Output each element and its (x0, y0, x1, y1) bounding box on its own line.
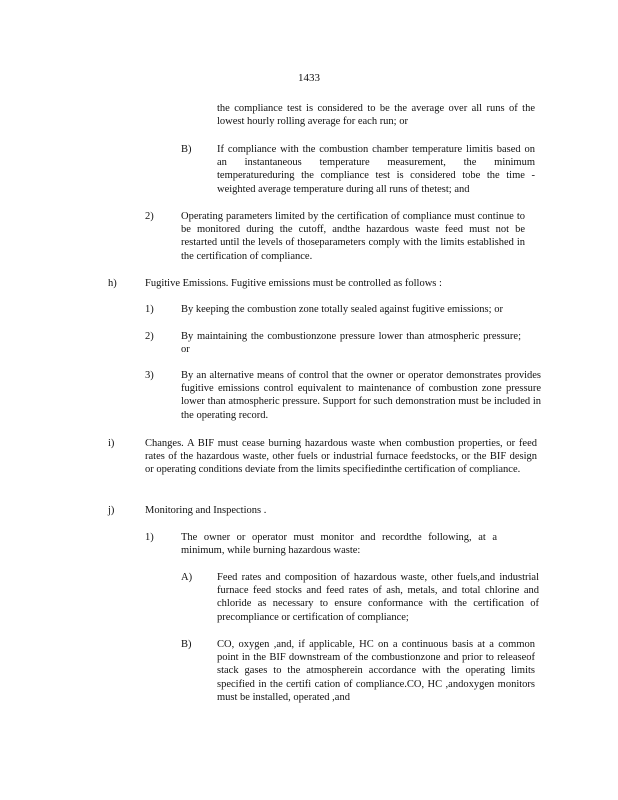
item-label: B) (181, 639, 192, 650)
item-text: By keeping the combustion zone totally sealed against fugitive emissions; or (181, 304, 503, 315)
section-heading: Fugitive Emissions. Fugitive emissions must be controlled as follows : (145, 278, 442, 289)
item-text: The owner or operator must monitor and recordthe following, at a minimum, while burning hazardous waste: (181, 532, 497, 557)
item-text: By maintaining the combustionzone pressure lower than atmospheric pressure; or (181, 331, 521, 356)
page-number: 1433 (298, 72, 320, 84)
item-label: 2) (145, 211, 154, 222)
item-label: 2) (145, 331, 154, 342)
item-text: CO, oxygen ,and, if applicable, HC on a continuous basis at a common point in the BIF downstream of the combustionzone and prior to releaseof stack gases to the atmospherein accordance with the operating limits specified in the certifi cation of compliance.CO, HC ,andoxygen monitors must be installed, operated ,and (217, 639, 535, 703)
item-text: If compliance with the combustion chamber temperature limitis based on an instantaneous temperature measurement, the minimum temperatureduring the compliance test is considered tobe the time - weighted average temperature during all runs of thetest; and (217, 144, 535, 195)
section-heading: Monitoring and Inspections . (145, 505, 267, 516)
item-label: B) (181, 144, 192, 155)
section-label: h) (108, 278, 117, 289)
item-label: 1) (145, 304, 154, 315)
section-label: j) (108, 505, 115, 516)
section-text: Changes. A BIF must cease burning hazardous waste when combustion properties, or feed rates of the hazardous waste, other fuels or industrial furnace feedstocks, or the BIF design or operating conditions deviate from the limits specifiedinthe certification of compliance. (145, 438, 537, 476)
item-label: 3) (145, 370, 154, 381)
section-label: i) (108, 438, 115, 449)
item-label: A) (181, 572, 193, 583)
item-text: By an alternative means of control that the owner or operator demonstrates provides fugitive emissions control equivalent to maintenance of combustion zone pressure lower than atmospheric pressure. Support for such demonstration must be included in the operating record. (181, 370, 541, 421)
item-text: Operating parameters limited by the certification of compliance must continue to be monitored during the cutoff, andthe hazardous waste feed must not be restarted until the levels of thoseparameters comply with the limits established in the certification of compliance. (181, 211, 525, 262)
item-label: 1) (145, 532, 154, 543)
item-text: Feed rates and composition of hazardous waste, other fuels,and industrial furnace feed stocks and feed rates of ash, metals, and total chlorine and chloride as necessary to ensure conformance with the certification of precompliance or certification of compliance; (217, 572, 539, 623)
paragraph-continuation: the compliance test is considered to be the average over all runs of the lowest hourly rolling average for each run; or (217, 103, 535, 128)
